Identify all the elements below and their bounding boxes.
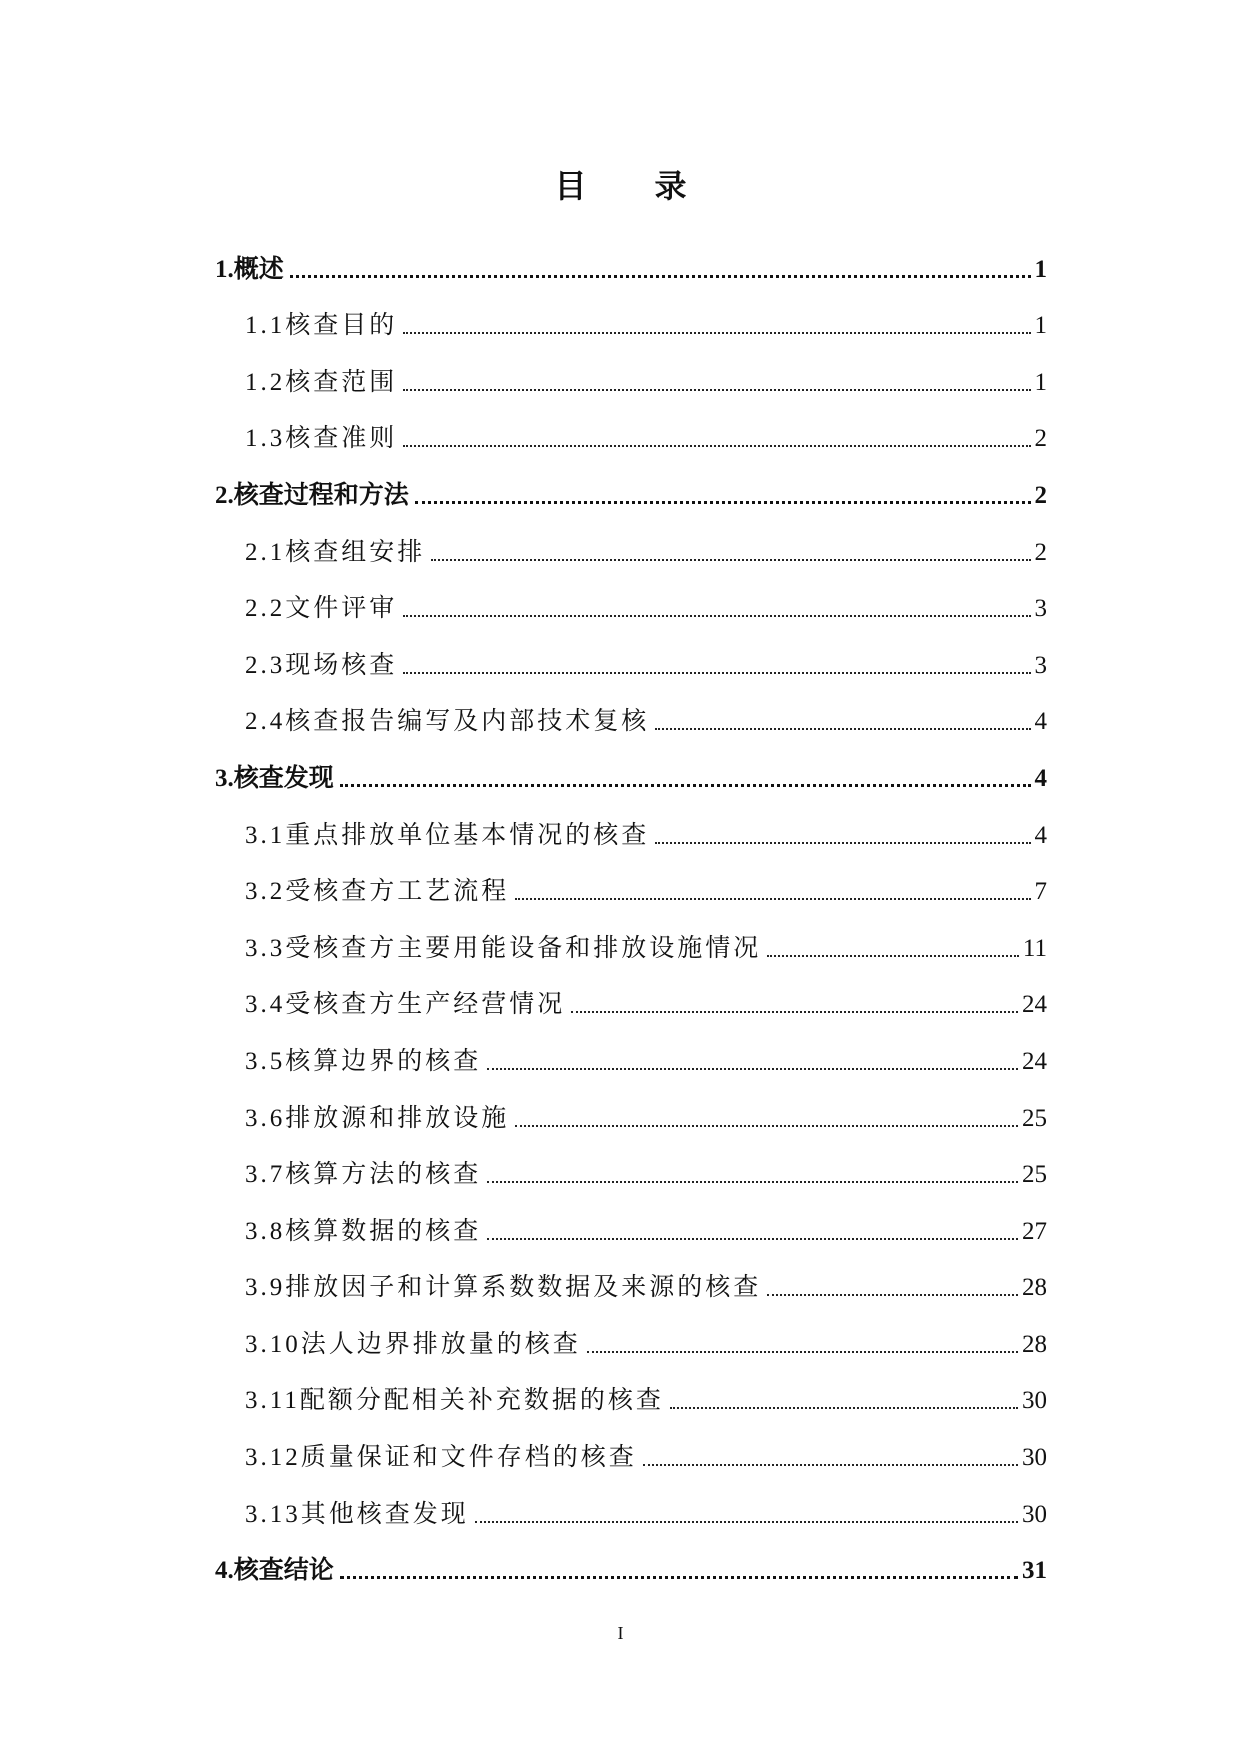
toc-dot-leader — [643, 1463, 1018, 1466]
toc-dot-leader — [290, 274, 1031, 278]
toc-section-entry[interactable] — [215, 1360, 1047, 1417]
toc-section-entry[interactable] — [215, 1077, 1047, 1134]
toc-entry-label: 2.4核查报告编写及内部技术复核 — [245, 708, 650, 736]
toc-entry-page-number: 11 — [1022, 934, 1047, 962]
toc-section-entry[interactable] — [215, 681, 1047, 738]
toc-dot-leader — [515, 897, 1030, 900]
toc-chapter-entry[interactable] — [215, 737, 1047, 794]
toc-entry-page-number: 30 — [1022, 1387, 1047, 1415]
toc-entry-page-number: 28 — [1022, 1274, 1047, 1302]
toc-section-entry[interactable] — [215, 1473, 1047, 1530]
toc-dot-leader — [340, 783, 1031, 787]
toc-section-entry[interactable] — [215, 1134, 1047, 1191]
page-title: 目 录 — [554, 168, 717, 204]
toc-dot-leader — [403, 331, 1030, 334]
toc-entry-page-number: 25 — [1022, 1161, 1047, 1189]
toc-dot-leader — [487, 1067, 1018, 1070]
toc-entry-label: 3.8核算数据的核查 — [245, 1217, 482, 1245]
toc-section-entry[interactable] — [215, 285, 1047, 342]
toc-entry-label: 3.核查发现 — [215, 764, 334, 792]
toc-chapter-entry[interactable] — [215, 454, 1047, 511]
toc-entry-page-number: 1 — [1034, 312, 1047, 340]
toc-dot-leader — [403, 671, 1030, 674]
toc-dot-leader — [571, 1010, 1018, 1013]
toc-section-entry[interactable] — [215, 511, 1047, 568]
toc-entry-page-number: 2 — [1034, 481, 1047, 509]
toc-entry-page-number: 3 — [1034, 595, 1047, 623]
toc-dot-leader — [767, 1293, 1018, 1296]
toc-entry-page-number: 24 — [1022, 991, 1047, 1019]
toc-entry-label: 2.1核查组安排 — [245, 538, 426, 566]
toc-dot-leader — [475, 1520, 1018, 1523]
toc-section-entry[interactable] — [215, 398, 1047, 455]
toc-entry-label: 3.13其他核查发现 — [245, 1500, 469, 1528]
toc-entry-page-number: 1 — [1034, 255, 1047, 283]
toc-entry-page-number: 30 — [1022, 1444, 1047, 1472]
toc-entry-page-number: 4 — [1034, 708, 1047, 736]
toc-entry-page-number: 2 — [1034, 425, 1047, 453]
toc-dot-leader — [487, 1180, 1018, 1183]
toc-dot-leader — [403, 388, 1030, 391]
toc-entry-label: 3.7核算方法的核查 — [245, 1161, 482, 1189]
toc-entry-label: 3.10法人边界排放量的核查 — [245, 1330, 581, 1358]
toc-section-entry[interactable] — [215, 964, 1047, 1021]
toc-entry-label: 3.2受核查方工艺流程 — [245, 878, 510, 906]
toc-dot-leader — [415, 500, 1031, 504]
toc-section-entry[interactable] — [215, 1303, 1047, 1360]
toc-entry-page-number: 28 — [1022, 1330, 1047, 1358]
toc-entry-label: 3.11配额分配相关补充数据的核查 — [245, 1387, 664, 1415]
toc-dot-leader — [403, 614, 1030, 617]
toc-dot-leader — [340, 1575, 1018, 1579]
toc-entry-label: 2.3现场核查 — [245, 651, 398, 679]
toc-entry-page-number: 7 — [1034, 878, 1047, 906]
toc-entry-label: 1.1核查目的 — [245, 312, 398, 340]
toc-entry-page-number: 27 — [1022, 1217, 1047, 1245]
toc-chapter-entry[interactable] — [215, 228, 1047, 285]
toc-dot-leader — [487, 1237, 1018, 1240]
toc-entry-label: 3.9排放因子和计算系数数据及来源的核查 — [245, 1274, 762, 1302]
toc-section-entry[interactable] — [215, 568, 1047, 625]
toc-entry-page-number: 4 — [1034, 821, 1047, 849]
toc-entry-label: 3.3受核查方主要用能设备和排放设施情况 — [245, 934, 762, 962]
toc-dot-leader — [403, 444, 1030, 447]
toc-dot-leader — [670, 1406, 1018, 1409]
toc-dot-leader — [655, 727, 1030, 730]
toc-entry-label: 3.1重点排放单位基本情况的核查 — [245, 821, 650, 849]
toc-dot-leader — [515, 1124, 1018, 1127]
toc-entry-page-number: 1 — [1034, 368, 1047, 396]
toc-entry-page-number: 31 — [1022, 1557, 1047, 1585]
toc-entry-label: 4.核查结论 — [215, 1557, 334, 1585]
page-number: I — [617, 1623, 624, 1643]
toc-section-entry[interactable] — [215, 624, 1047, 681]
toc-entry-page-number: 2 — [1034, 538, 1047, 566]
toc-section-entry[interactable] — [215, 907, 1047, 964]
toc-dot-leader — [655, 841, 1030, 844]
toc-entry-page-number: 3 — [1034, 651, 1047, 679]
table-of-contents — [215, 228, 1047, 1586]
toc-entry-page-number: 30 — [1022, 1500, 1047, 1528]
toc-section-entry[interactable] — [215, 794, 1047, 851]
toc-entry-label: 1.2核查范围 — [245, 368, 398, 396]
toc-entry-label: 3.5核算边界的核查 — [245, 1047, 482, 1075]
toc-entry-page-number: 4 — [1034, 764, 1047, 792]
toc-entry-label: 3.12质量保证和文件存档的核查 — [245, 1444, 637, 1472]
toc-section-entry[interactable] — [215, 1416, 1047, 1473]
toc-entry-label: 2.2文件评审 — [245, 595, 398, 623]
toc-section-entry[interactable] — [215, 851, 1047, 908]
toc-entry-label: 1.概述 — [215, 255, 284, 283]
toc-section-entry[interactable] — [215, 1020, 1047, 1077]
toc-entry-page-number: 25 — [1022, 1104, 1047, 1132]
toc-chapter-entry[interactable] — [215, 1530, 1047, 1587]
toc-dot-leader — [767, 954, 1019, 957]
toc-entry-label: 1.3核查准则 — [245, 425, 398, 453]
toc-section-entry[interactable] — [215, 1247, 1047, 1304]
toc-entry-label: 3.6排放源和排放设施 — [245, 1104, 510, 1132]
toc-entry-page-number: 24 — [1022, 1047, 1047, 1075]
toc-section-entry[interactable] — [215, 341, 1047, 398]
toc-entry-label: 2.核查过程和方法 — [215, 481, 409, 509]
toc-section-entry[interactable] — [215, 1190, 1047, 1247]
toc-dot-leader — [431, 558, 1030, 561]
toc-entry-label: 3.4受核查方生产经营情况 — [245, 991, 566, 1019]
toc-dot-leader — [587, 1350, 1018, 1353]
